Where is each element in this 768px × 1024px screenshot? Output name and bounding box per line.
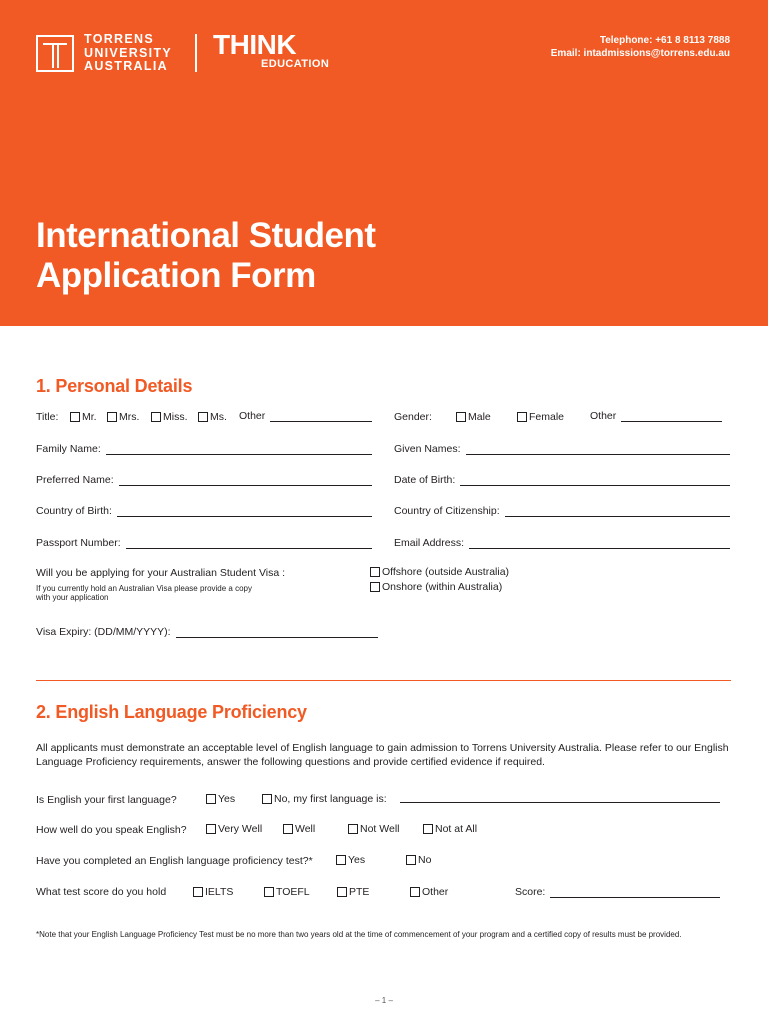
- email-address-field[interactable]: Email Address:: [394, 537, 730, 549]
- title-mr-checkbox[interactable]: Mr.: [70, 411, 97, 423]
- score-pte-checkbox[interactable]: PTE: [337, 886, 369, 898]
- checkbox-icon: [198, 412, 208, 422]
- checkbox-icon: [370, 582, 380, 592]
- gender-other-field[interactable]: Other: [590, 410, 722, 422]
- visa-question: Will you be applying for your Australian Student Visa :: [36, 567, 286, 579]
- country-of-birth-field[interactable]: Country of Birth:: [36, 505, 372, 517]
- checkbox-icon: [206, 824, 216, 834]
- title-ms-checkbox[interactable]: Ms.: [198, 411, 227, 423]
- checkbox-icon: [206, 794, 216, 804]
- gender-male-checkbox[interactable]: Male: [456, 411, 491, 423]
- title-other-field[interactable]: Other: [239, 410, 372, 422]
- torrens-logo-icon: [36, 35, 74, 72]
- family-name-field[interactable]: Family Name:: [36, 443, 372, 455]
- visa-offshore-checkbox[interactable]: Offshore (outside Australia): [370, 566, 509, 578]
- score-ielts-checkbox[interactable]: IELTS: [193, 886, 233, 898]
- checkbox-icon: [283, 824, 293, 834]
- checkbox-icon: [410, 887, 420, 897]
- checkbox-icon: [406, 855, 416, 865]
- country-of-citizenship-field[interactable]: Country of Citizenship:: [394, 505, 730, 517]
- education-logo: EDUCATION: [261, 58, 330, 70]
- preferred-name-field[interactable]: Preferred Name:: [36, 474, 372, 486]
- checkbox-icon: [456, 412, 466, 422]
- checkbox-icon: [70, 412, 80, 422]
- date-of-birth-field[interactable]: Date of Birth:: [394, 474, 730, 486]
- gender-label: Gender:: [394, 411, 432, 423]
- speak-very-well-checkbox[interactable]: Very Well: [206, 823, 262, 835]
- think-logo: THINK: [213, 29, 297, 60]
- first-language-no-checkbox[interactable]: No, my first language is:: [262, 793, 387, 805]
- q-test-score: What test score do you hold: [36, 886, 167, 898]
- torrens-logo-text: TORRENS UNIVERSITY AUSTRALIA: [84, 32, 173, 73]
- checkbox-icon: [337, 887, 347, 897]
- section-divider: [36, 680, 731, 681]
- speak-not-well-checkbox[interactable]: Not Well: [348, 823, 399, 835]
- proficiency-note: *Note that your English Language Proficiency Test must be no more than two years old at the time of commencement of your program and a certified copy of results must be provided.: [36, 930, 682, 939]
- test-no-checkbox[interactable]: No: [406, 854, 431, 866]
- checkbox-icon: [348, 824, 358, 834]
- gender-female-checkbox[interactable]: Female: [517, 411, 564, 423]
- title-label: Title:: [36, 411, 59, 423]
- contact-info: [551, 34, 730, 60]
- q-speak-english: How well do you speak English?: [36, 824, 187, 836]
- english-intro: All applicants must demonstrate an acceptable level of English language to gain admission to Torrens University Australia. Please refer to our English Language Proficiency requirements, answer the following questions and provide certified evidence if required.: [36, 742, 729, 768]
- logo-divider: [195, 34, 197, 72]
- section-personal-details-title: 1. Personal Details: [36, 376, 193, 396]
- test-yes-checkbox[interactable]: Yes: [336, 854, 365, 866]
- section-english-title: 2. English Language Proficiency: [36, 702, 307, 722]
- telephone: Telephone: +61 8 8113 7888: [599, 35, 730, 46]
- page-title: International Student Application Form: [36, 216, 376, 295]
- email-contact: Email: intadmissions@torrens.edu.au: [550, 48, 730, 59]
- checkbox-icon: [370, 567, 380, 577]
- passport-number-field[interactable]: Passport Number:: [36, 537, 372, 549]
- q-proficiency-test: Have you completed an English language proficiency test?*: [36, 855, 313, 867]
- title-miss-checkbox[interactable]: Miss.: [151, 411, 188, 423]
- score-field[interactable]: Score:: [515, 886, 720, 898]
- first-language-input[interactable]: [400, 802, 720, 803]
- q-first-language: Is English your first language?: [36, 794, 177, 806]
- checkbox-icon: [264, 887, 274, 897]
- checkbox-icon: [193, 887, 203, 897]
- checkbox-icon: [262, 794, 272, 804]
- page-number: – 1 –: [375, 996, 393, 1005]
- title-mrs-checkbox[interactable]: Mrs.: [107, 411, 139, 423]
- checkbox-icon: [336, 855, 346, 865]
- checkbox-icon: [423, 824, 433, 834]
- speak-well-checkbox[interactable]: Well: [283, 823, 315, 835]
- visa-expiry-field[interactable]: Visa Expiry: (DD/MM/YYYY):: [36, 626, 378, 638]
- given-names-field[interactable]: Given Names:: [394, 443, 730, 455]
- checkbox-icon: [107, 412, 117, 422]
- score-toefl-checkbox[interactable]: TOEFL: [264, 886, 310, 898]
- score-other-checkbox[interactable]: Other: [410, 886, 448, 898]
- speak-not-at-all-checkbox[interactable]: Not at All: [423, 823, 477, 835]
- first-language-yes-checkbox[interactable]: Yes: [206, 793, 235, 805]
- header-banner: [0, 0, 768, 326]
- visa-note: If you currently hold an Australian Visa please provide a copy with your application: [36, 584, 252, 602]
- checkbox-icon: [151, 412, 161, 422]
- checkbox-icon: [517, 412, 527, 422]
- visa-onshore-checkbox[interactable]: Onshore (within Australia): [370, 581, 502, 593]
